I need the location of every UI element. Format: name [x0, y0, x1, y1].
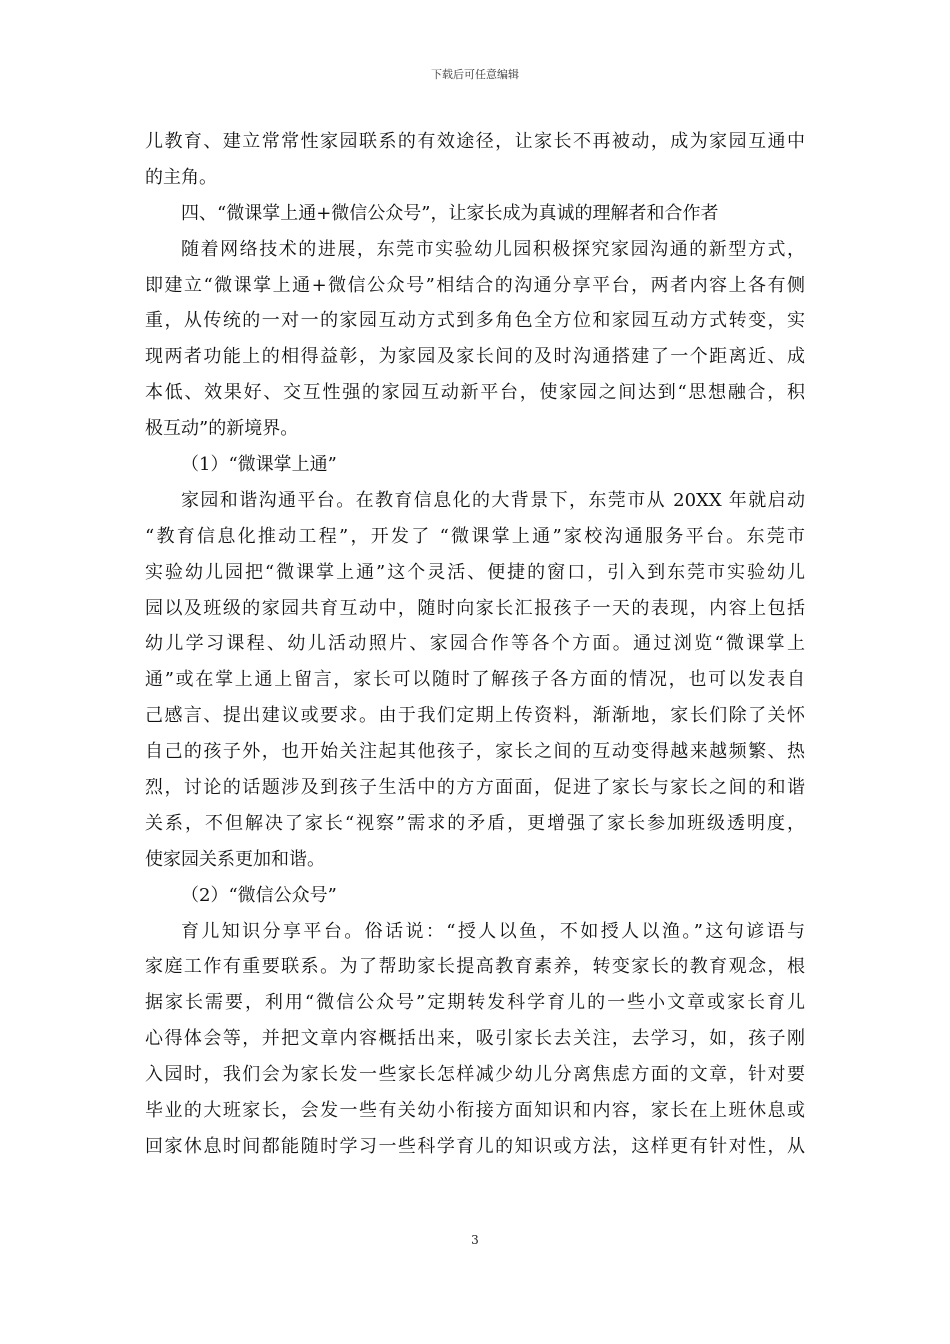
text-line: 极互动”的新境界。: [145, 418, 299, 440]
text-line: 四、“微课掌上通+微信公众号”，让家长成为真诚的理解者和合作者: [181, 202, 719, 224]
text-line: 家园和谐沟通平台。在教育信息化的大背景下，东莞市从 20XX 年就启动: [181, 489, 805, 511]
text-line: 毕业的大班家长，会发一些有关幼小衔接方面知识和内容，家长在上班休息或: [145, 1100, 805, 1122]
text-line: 关系，不但解决了家长“视察”需求的矛盾，更增强了家长参加班级透明度，: [145, 812, 805, 834]
page-number: 3: [471, 1233, 479, 1247]
text-line: 回家休息时间都能随时学习一些科学育儿的知识或方法，这样更有针对性，从: [145, 1135, 805, 1157]
text-line: （2）“微信公众号”: [181, 884, 337, 906]
body-text: [145, 124, 805, 1165]
text-line: 实验幼儿园把“微课掌上通”这个灵活、便捷的窗口，引入到东莞市实验幼儿: [145, 561, 805, 583]
text-line: 入园时，我们会为家长发一些家长怎样减少幼儿分离焦虑方面的文章，针对要: [145, 1064, 805, 1086]
text-line: 心得体会等，并把文章内容概括出来，吸引家长去关注，去学习，如，孩子刚: [145, 1028, 805, 1050]
text-line: 家庭工作有重要联系。为了帮助家长提高教育素养，转变家长的教育观念，根: [145, 956, 805, 978]
text-line: 重，从传统的一对一的家园互动方式到多角色全方位和家园互动方式转变，实: [145, 310, 805, 332]
text-line: 通”或在掌上通上留言，家长可以随时了解孩子各方面的情况，也可以发表自: [145, 669, 805, 691]
text-line: 的主角。: [145, 166, 217, 188]
text-line: 现两者功能上的相得益彰，为家园及家长间的及时沟通搭建了一个距离近、成: [145, 346, 805, 368]
text-line: 儿教育、建立常常性家园联系的有效途径，让家长不再被动，成为家园互通中: [145, 131, 805, 152]
text-line: 育儿知识分享平台。俗话说：“授人以鱼，不如授人以渔。”这句谚语与: [181, 920, 805, 942]
text-line: 己感言、提出建议或要求。由于我们定期上传资料，渐渐地，家长们除了关怀: [145, 705, 805, 727]
text-line: 即建立“微课掌上通+微信公众号”相结合的沟通分享平台，两者内容上各有侧: [145, 274, 805, 296]
text-line: 使家园关系更加和谐。: [145, 848, 325, 870]
text-line: 本低、效果好、交互性强的家园互动新平台，使家园之间达到“思想融合，积: [145, 382, 805, 404]
text-line: 烈，讨论的话题涉及到孩子生活中的方方面面，促进了家长与家长之间的和谐: [145, 777, 805, 799]
text-line: 据家长需要，利用“微信公众号”定期转发科学育儿的一些小文章或家长育儿: [145, 992, 805, 1014]
text-line: 幼儿学习课程、幼儿活动照片、家园合作等各个方面。通过浏览“微课掌上: [145, 633, 805, 655]
text-line: （1）“微课掌上通”: [181, 454, 337, 476]
text-line: 园以及班级的家园共育互动中，随时向家长汇报孩子一天的表现，内容上包括: [145, 597, 805, 619]
page-header: 下载后可任意编辑: [431, 68, 519, 81]
text-line: 随着网络技术的进展，东莞市实验幼儿园积极探究家园沟通的新型方式，: [181, 238, 805, 260]
text-line: 自己的孩子外，也开始关注起其他孩子，家长之间的互动变得越来越频繁、热: [145, 741, 805, 763]
text-line: “教育信息化推动工程”，开发了 “微课掌上通”家校沟通服务平台。东莞市: [145, 525, 805, 547]
